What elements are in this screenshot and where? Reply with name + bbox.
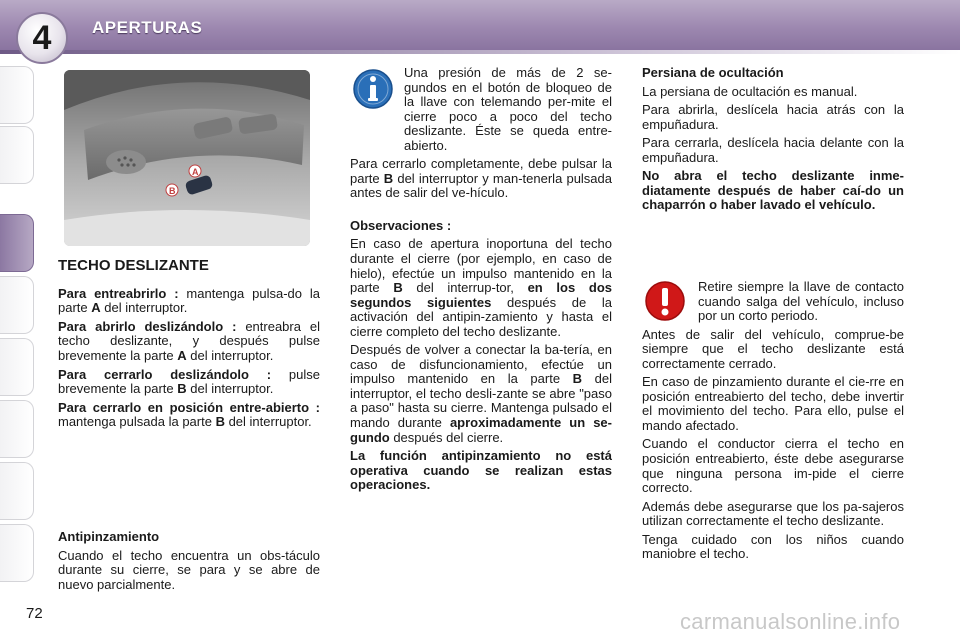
chapter-number: 4 (32, 18, 52, 57)
label-close-half-open: Para cerrarlo en posición entre-abierto : (58, 399, 320, 415)
part-a-ref: A (91, 300, 101, 316)
blind-title: Persiana de ocultación (642, 65, 784, 80)
label-open-slide: Para abrirlo deslizándolo : (58, 318, 237, 334)
roof-switch-photo (64, 70, 310, 246)
observation-2 (350, 343, 612, 445)
photo-label-a: A (192, 167, 199, 177)
paragraph-close-fully (350, 157, 612, 201)
chapter-number-badge (16, 12, 68, 64)
observation-1-text2: del interrup-tor, (402, 280, 528, 296)
text-close-slide: pulse brevemente la parte (58, 366, 320, 397)
observation-1 (350, 237, 612, 339)
text-half-open: mantenga pulsa-do la parte (58, 285, 320, 316)
part-b-ref: B (383, 170, 394, 186)
paragraph-half-open (58, 287, 320, 316)
chapter-title: APERTURAS (92, 18, 203, 37)
section-title: TECHO DESLIZANTE (58, 257, 209, 274)
anti-pinch-text: Cuando el techo encuentra un obs-táculo durante su cierre, se para y se abre de nuevo parcialmente. (58, 547, 320, 592)
blind-paragraph-2: Para abrirla, deslícela hacia atrás con la empuñadura. (642, 102, 904, 132)
page-number: 72 (26, 605, 43, 622)
part-b-ref: B (215, 414, 225, 430)
label-close-slide: Para cerrarlo deslizándolo : (58, 366, 272, 382)
safety-block (642, 280, 904, 566)
side-tab-strip (0, 66, 36, 576)
observation-2-emphasis: aproximadamente un se-gundo (350, 415, 612, 445)
observation-2-text: Después de volver a conectar la ba-tería, en caso de disfuncionamiento, efectúe un impulso mantenido en la parte (350, 342, 612, 387)
observation-2-text2: del interruptor, el techo desli-zante se abre "paso a paso" hasta su cierre. Mantenga pulsado el mando durante (350, 371, 612, 431)
observation-1-tail: después de la activación del antipin-zamiento y hasta el cierre completo del techo deslizante. (350, 294, 612, 339)
blind-paragraph-1: La persiana de ocultación es manual. (642, 83, 858, 99)
text-close-half-open-tail: del interruptor. (224, 414, 312, 430)
safety-pinch: En caso de pinzamiento durante el cie-rre en posición entreabierto del techo, debe invertir el movimiento del techo. Para ello, pulse el mando afectado. (642, 374, 904, 433)
remote-info-text (350, 66, 612, 153)
paragraph-close-slide (58, 368, 320, 397)
label-half-open: Para entreabrirlo : (58, 285, 179, 301)
paragraph-open-slide (58, 320, 320, 364)
blind-warning (642, 169, 904, 213)
observation-1-text: En caso de apertura inoportuna del techo durante el cierre (por ejemplo, en caso de hielo), efectúe un impulso mantenido en la parte (350, 236, 612, 296)
watermark: carmanualsonline.info (680, 609, 901, 634)
column-left (58, 258, 320, 434)
side-tab-4[interactable] (0, 276, 34, 334)
part-a-ref: A (177, 347, 187, 363)
anti-pinch-warning (350, 449, 612, 493)
close-fully-text: Para cerrarlo completamente, debe pulsar la parte (350, 156, 612, 186)
text-close-slide-tail: del interruptor. (186, 381, 274, 397)
safety-driver: Cuando el conductor cierra el techo en posición entreabierto, éste debe asegurarse que ninguna persona im-pide el cierre correcto. (642, 436, 904, 496)
observation-2-tail: después del cierre. (389, 429, 504, 445)
anti-pinch-warning-text: La función antipinzamiento no está operativa cuando se realizan estas operaciones. (350, 448, 612, 493)
side-tab-5[interactable] (0, 338, 34, 396)
remote-info-content: Una presión de más de 2 se-gundos en el botón de bloqueo de la llave con telemando per-mite el cierre poco a poco del techo deslizante. Éste se queda entre-abierto. (404, 65, 612, 153)
column-middle (350, 66, 612, 497)
paragraph-close-half-open (58, 401, 320, 430)
part-b-ref: B (393, 280, 403, 296)
blind-paragraph-3: Para cerrarla, deslícela hacia delante con la empuñadura. (642, 135, 904, 165)
text-open-slide: entreabra el techo deslizante, y después pulse brevemente la parte (58, 318, 320, 363)
part-b-ref: B (177, 381, 187, 397)
text-close-half-open: mantenga pulsada la parte (58, 414, 216, 430)
side-tab-1[interactable] (0, 66, 34, 124)
close-fully-tail: del interruptor y man-tenerla pulsada antes de salir del ve-hículo. (350, 170, 612, 201)
observation-1-emphasis: en los dos segundos siguientes (350, 280, 612, 310)
safety-check: Antes de salir del vehículo, comprue-be siempre que el techo deslizante está correctamente cerrado. (642, 326, 904, 371)
anti-pinch-block (58, 530, 320, 596)
blind-warning-text: No abra el techo deslizante inme-diatamente después de haber caí-do un chaparrón o haber lavado el vehículo. (642, 168, 904, 213)
part-b-ref: B (572, 371, 583, 387)
roof-switch-illustration (64, 70, 310, 246)
side-tab-active[interactable] (0, 214, 34, 272)
side-tab-8[interactable] (0, 524, 34, 582)
photo-label-b: B (169, 186, 176, 196)
safety-passengers: Además debe asegurarse que los pa-sajeros utilizan correctamente el techo deslizante. (642, 498, 904, 529)
anti-pinch-title: Antipinzamiento (58, 529, 160, 544)
observations-title: Observaciones : (350, 217, 452, 233)
column-right (642, 66, 904, 217)
safety-children: Tenga cuidado con los niños cuando maniobre el techo. (642, 531, 904, 562)
side-tab-2[interactable] (0, 126, 34, 184)
safety-alert-text: Retire siempre la llave de contacto cuando salga del vehículo, incluso por un corto periodo. (698, 279, 904, 324)
side-tab-6[interactable] (0, 400, 34, 458)
text-half-open-tail: del interruptor. (100, 300, 188, 316)
header-stripe (0, 50, 960, 54)
side-tab-7[interactable] (0, 462, 34, 520)
text-open-slide-tail: del interruptor. (186, 347, 274, 363)
